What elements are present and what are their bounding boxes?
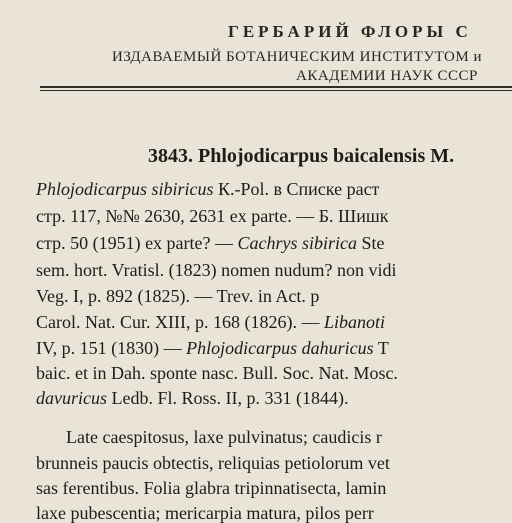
synonymy-line-9 (36, 389, 349, 407)
header-rule-thick (40, 86, 512, 88)
synonymy-line-4: sem. hort. Vratisl. (1823) nomen nudum? non vidi (36, 260, 397, 280)
header-rule-thin (40, 90, 512, 91)
synonymy-line-1 (36, 180, 379, 198)
description-line-2: brunneis paucis obtectis, reliquias petiolorum vet (36, 453, 390, 473)
synonymy-line-5: Veg. I, p. 892 (1825). — Trev. in Act. p (36, 286, 320, 306)
synonym-name: Phlojodicarpus sibiricus (36, 179, 214, 199)
synonymy-line-2: стр. 117, №№ 2630, 2631 ex parte. — Б. Шишк (36, 206, 389, 226)
synonym-citation: Carol. Nat. Cur. XIII, p. 168 (1826). — (36, 312, 324, 332)
description-line-1: Late caespitosus, laxe pulvinatus; caudicis r (66, 427, 382, 447)
synonym-citation: IV, p. 151 (1830) — (36, 338, 187, 358)
synonym-author: Ste (357, 233, 385, 253)
entry-heading: 3843. Phlojodicarpus baicalensis M. (148, 145, 455, 167)
synonymy-line-6 (36, 313, 385, 331)
synonymy-line-8: baic. et in Dah. sponte nasc. Bull. Soc. Nat. Mosc. (36, 363, 398, 383)
header-title: ГЕРБАРИЙ ФЛОРЫ С (228, 22, 472, 41)
description-line-3: sas ferentibus. Folia glabra tripinnatisecta, lamin (36, 478, 387, 498)
synonym-author: T (373, 338, 389, 358)
synonym-name: Phlojodicarpus dahuricus (186, 338, 374, 358)
synonym-citation: К.-Pol. в Списке раст (213, 179, 380, 199)
header-subtitle-line1: ИЗДАВАЕМЫЙ БОТАНИЧЕСКИМ ИНСТИТУТОМ и (112, 49, 483, 65)
synonym-citation: стр. 50 (1951) ex parte? — (36, 233, 238, 253)
synonymy-line-3 (36, 234, 385, 252)
synonym-name: Libanoti (323, 312, 385, 332)
synonymy-line-7 (36, 339, 389, 357)
description-line-4: laxe pubescentia; mericarpia matura, pilos perr (36, 503, 374, 523)
synonym-name: Cachrys sibirica (237, 233, 358, 253)
synonym-citation: Ledb. Fl. Ross. II, p. 331 (1844). (107, 388, 349, 408)
header-subtitle-line2: АКАДЕМИИ НАУК СССР (296, 68, 478, 84)
synonym-name: davuricus (36, 388, 107, 408)
